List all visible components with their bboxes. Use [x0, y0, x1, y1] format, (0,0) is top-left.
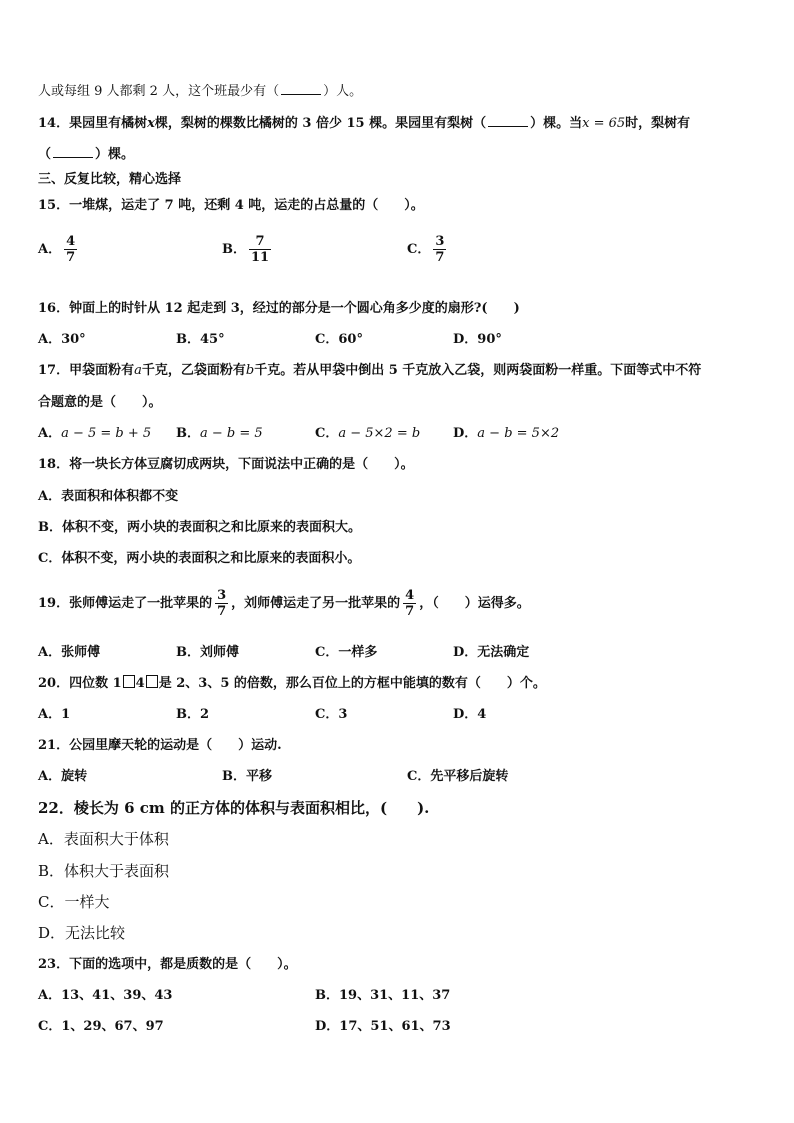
q15-option-b[interactable]: [222, 234, 274, 265]
q19-text: 19．张师傅运走了一批苹果的: [38, 596, 213, 611]
q17-option-c[interactable]: [315, 425, 420, 443]
numerator: 7: [255, 234, 265, 249]
q14-paren-open: （: [38, 147, 52, 162]
fraction: [249, 234, 271, 265]
q20-option-d[interactable]: D．4: [453, 707, 487, 722]
q21-option-c[interactable]: C．先平移后旋转: [407, 769, 509, 784]
q14-answer-blank-1[interactable]: [488, 114, 528, 127]
q16-option-b[interactable]: B．45°: [176, 332, 225, 347]
numerator: 3: [435, 234, 445, 249]
option-label: D．: [453, 426, 478, 441]
q17-option-d[interactable]: [453, 425, 559, 443]
q19-option-b[interactable]: B．刘师傅: [176, 645, 239, 660]
question-18: 18．将一块长方体豆腐切成两块，下面说法中正确的是（ ）。: [38, 457, 414, 472]
q14-text-4: 时，梨树有: [625, 116, 691, 131]
question-14-line2: [38, 145, 134, 164]
option-label: C．: [407, 242, 431, 257]
denominator: 11: [251, 250, 270, 265]
q23-option-c[interactable]: C．1、29、67、97: [38, 1019, 164, 1034]
q20-text-2: 是 2、3、5 的倍数，那么百位上的方框中能填的数有（ ）个。: [158, 676, 546, 691]
fraction: [64, 234, 77, 265]
numerator: 3: [217, 588, 227, 603]
question-23: 23．下面的选项中，都是质数的是（ ）。: [38, 957, 297, 972]
digit-box-icon: [146, 675, 158, 688]
question-20: [38, 675, 546, 693]
q23-option-a[interactable]: A．13、41、39、43: [38, 988, 173, 1003]
denominator: 7: [217, 604, 227, 619]
question-19: [38, 587, 530, 621]
q14-condition: x = 65: [582, 116, 626, 131]
q15-option-a[interactable]: [38, 234, 80, 265]
q19-option-c[interactable]: C．一样多: [315, 645, 378, 660]
option-label: A．: [38, 242, 62, 257]
fraction: [433, 234, 446, 265]
q22-option-a[interactable]: A．表面积大于体积: [38, 830, 169, 848]
question-17-line2: 合题意的是（ ）。: [38, 395, 162, 410]
q20-option-a[interactable]: A．1: [38, 707, 71, 722]
q17-var-a: a: [134, 363, 142, 378]
question-16: 16．钟面上的时针从 12 起走到 3，经过的部分是一个圆心角多少度的扇形?( ): [38, 301, 520, 316]
q16-option-a[interactable]: A．30°: [38, 332, 86, 347]
q14-var-x: x: [147, 116, 155, 131]
q13-text-end: ）人。: [323, 84, 363, 99]
q14-text-3: ）棵。当: [530, 116, 583, 131]
numerator: 4: [405, 588, 415, 603]
option-expression: a − 5 = b + 5: [61, 426, 152, 441]
q13-tail: [38, 82, 362, 101]
q20-text: 20．四位数 1: [38, 676, 122, 691]
q14-answer-blank-2[interactable]: [53, 145, 93, 158]
q21-option-b[interactable]: B．平移: [222, 769, 272, 784]
q17-option-b[interactable]: [176, 425, 263, 443]
q19-option-d[interactable]: D．无法确定: [453, 645, 530, 660]
option-expression: a − b = 5: [200, 426, 263, 441]
q18-option-a[interactable]: A．表面积和体积都不变: [38, 489, 179, 504]
q15-option-c[interactable]: [407, 234, 449, 265]
option-label: B．: [222, 242, 246, 257]
option-expression: a − 5×2 = b: [338, 426, 421, 441]
q19-option-a[interactable]: A．张师傅: [38, 645, 101, 660]
question-17: [38, 362, 701, 380]
q20-digit: 4: [135, 676, 145, 691]
q18-option-c[interactable]: C．体积不变，两小块的表面积之和比原来的表面积小。: [38, 551, 361, 566]
option-label: A．: [38, 426, 62, 441]
digit-box-icon: [123, 675, 135, 688]
q20-option-b[interactable]: B．2: [176, 707, 210, 722]
q22-option-c[interactable]: C．一样大: [38, 893, 110, 911]
option-label: B．: [176, 426, 200, 441]
question-15: 15．一堆煤，运走了 7 吨，还剩 4 吨，运走的占总量的（ ）。: [38, 198, 424, 213]
q23-option-b[interactable]: B．19、31、11、37: [315, 988, 451, 1003]
option-label: C．: [315, 426, 339, 441]
q19-text-3: ，（ ）运得多。: [419, 596, 530, 611]
question-21: 21．公园里摩天轮的运动是（ ）运动.: [38, 738, 282, 753]
q19-fraction-2: [403, 588, 416, 619]
option-expression: a − b = 5×2: [477, 426, 560, 441]
q19-fraction-1: [215, 588, 228, 619]
section-3-heading: 三、反复比较，精心选择: [38, 172, 182, 187]
q19-text-2: ，刘师傅运走了另一批苹果的: [231, 596, 401, 611]
q16-option-c[interactable]: C．60°: [315, 332, 363, 347]
q18-option-b[interactable]: B．体积不变，两小块的表面积之和比原来的表面积大。: [38, 520, 361, 535]
denominator: 7: [435, 250, 445, 265]
q22-option-b[interactable]: B．体积大于表面积: [38, 862, 170, 880]
q17-var-b: b: [245, 363, 255, 378]
q14-text-2: 棵，梨树的棵数比橘树的 3 倍少 15 棵。果园里有梨树（: [154, 116, 487, 131]
q22-option-d[interactable]: D．无法比较: [38, 924, 126, 942]
denominator: 7: [405, 604, 415, 619]
q17-text: 17．甲袋面粉有: [38, 363, 135, 378]
q13-text: 人或每组 9 人都剩 2 人，这个班最少有（: [38, 84, 280, 99]
q17-text-2: 千克，乙袋面粉有: [141, 363, 246, 378]
q14-text: 14．果园里有橘树: [38, 116, 148, 131]
q14-text-5: ）棵。: [95, 147, 135, 162]
question-14: [38, 114, 690, 133]
q13-answer-blank[interactable]: [281, 82, 321, 95]
numerator: 4: [66, 234, 76, 249]
q23-option-d[interactable]: D．17、51、61、73: [315, 1019, 451, 1034]
question-22: 22．棱长为 6 cm 的正方体的体积与表面积相比，( ).: [38, 799, 430, 817]
q16-option-d[interactable]: D．90°: [453, 332, 502, 347]
q21-option-a[interactable]: A．旋转: [38, 769, 88, 784]
q17-option-a[interactable]: [38, 425, 151, 443]
q17-text-3: 千克。若从甲袋中倒出 5 千克放入乙袋，则两袋面粉一样重。下面等式中不符: [254, 363, 702, 378]
q20-option-c[interactable]: C．3: [315, 707, 348, 722]
denominator: 7: [66, 250, 76, 265]
